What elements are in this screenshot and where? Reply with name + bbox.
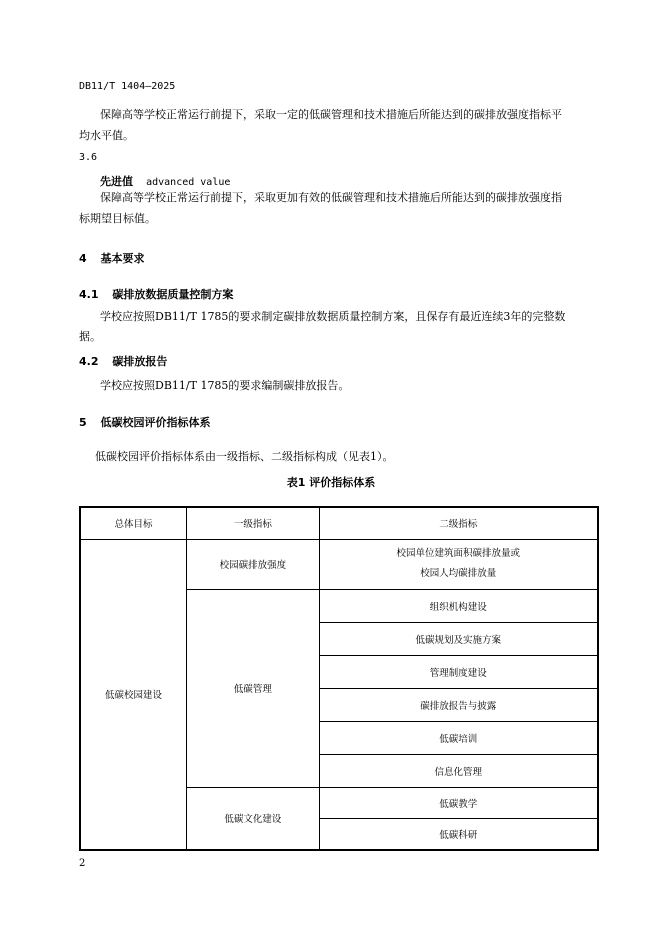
table-header-row	[80, 507, 598, 539]
clause-4-1-heading	[79, 286, 233, 302]
evaluation-index-table	[79, 506, 599, 851]
level1-cell-low-carbon-management: 低碳管理	[187, 589, 319, 787]
clause-4-2-text: 学校应按照DB11/T 1785的要求编制碳排放报告。	[100, 379, 350, 392]
level2-cell: 低碳培训	[319, 721, 598, 754]
level2-cell: 组织机构建设	[319, 589, 598, 622]
level2-line: 校园单位建筑面积碳排放量或	[396, 548, 521, 559]
term-english: advanced value	[146, 177, 231, 188]
header-level1: 一级指标	[187, 507, 319, 539]
clause-4-1-title: 碳排放数据质量控制方案	[112, 288, 234, 301]
document-code-header: DB11/T 1404—2025	[79, 81, 176, 92]
level1-cell-emission-intensity: 校园碳排放强度	[187, 539, 319, 589]
level2-cell: 低碳科研	[319, 818, 598, 850]
section-4-number: 4	[79, 252, 87, 265]
section-5-intro: 低碳校园评价指标体系由一级指标、二级指标构成（见表1）。	[95, 450, 394, 463]
level1-cell-low-carbon-culture: 低碳文化建设	[187, 787, 319, 850]
level2-cell: 低碳规划及实施方案	[319, 622, 598, 655]
header-level2: 二级指标	[319, 507, 598, 539]
overall-goal-cell: 低碳校园建设	[80, 539, 187, 850]
section-4-title: 基本要求	[100, 252, 145, 265]
clause-number-3-6: 3.6	[79, 152, 98, 163]
clause-4-2-number: 4.2	[79, 355, 99, 368]
level2-cell: 碳排放报告与披露	[319, 688, 598, 721]
section-5-title: 低碳校园评价指标体系	[100, 416, 211, 429]
header-overall-goal: 总体目标	[80, 507, 187, 539]
clause-4-2-title: 碳排放报告	[112, 355, 168, 368]
definition-text-line-1: 保障高等学校正常运行前提下，采取一定的低碳管理和技术措施后所能达到的碳排放强度指标平	[100, 108, 562, 121]
clause-4-2-heading	[79, 353, 167, 369]
clause-4-1-text-line-2: 据。	[79, 330, 101, 343]
level2-line: 校园人均碳排放量	[420, 568, 497, 579]
page-number: 2	[79, 858, 86, 869]
level2-cell: 管理制度建设	[319, 655, 598, 688]
clause-4-1-text-line-1: 学校应按照DB11/T 1785的要求制定碳排放数据质量控制方案，且保存有最近连续3年的完整数	[100, 310, 566, 323]
clause-4-1-number: 4.1	[79, 288, 99, 301]
level2-cell: 低碳教学	[319, 787, 598, 818]
section-5-number: 5	[79, 416, 87, 429]
section-4-heading	[79, 250, 145, 266]
section-5-heading	[79, 414, 211, 430]
clause-3-6-text-line-1: 保障高等学校正常运行前提下，采取更加有效的低碳管理和技术措施后所能达到的碳排放强度指	[100, 191, 562, 204]
table-caption: 表1 评价指标体系	[286, 476, 376, 489]
table-row	[80, 539, 598, 589]
level2-cell-emission-intensity	[319, 539, 598, 589]
term-chinese: 先进值	[100, 175, 133, 188]
definition-text-line-2: 均水平值。	[79, 129, 134, 142]
clause-3-6-text-line-2: 标期望目标值。	[79, 212, 156, 225]
level2-cell: 信息化管理	[319, 754, 598, 787]
